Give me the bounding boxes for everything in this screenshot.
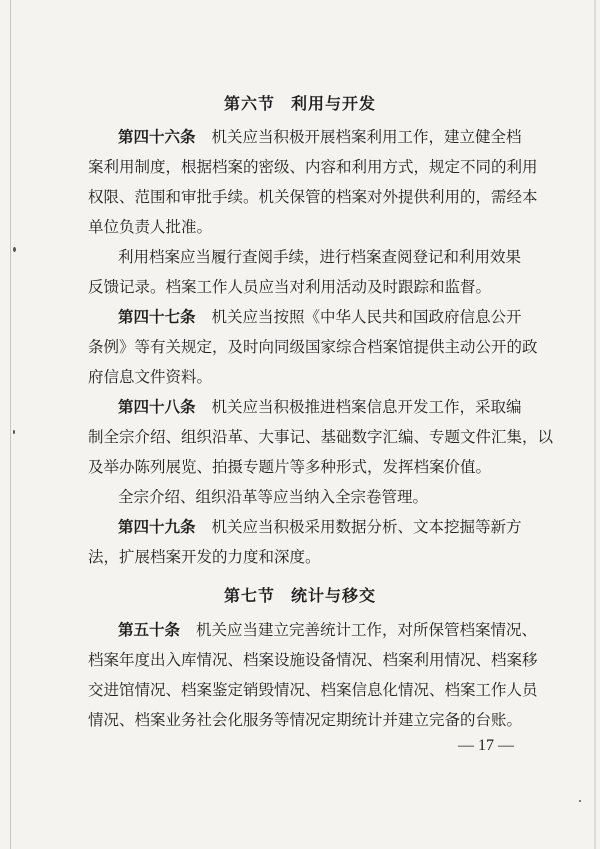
article-46-line-3: 权限、范围和审批手续。机关保管的档案对外提供利用的，需经本 bbox=[88, 188, 538, 206]
scan-edge-right bbox=[594, 0, 596, 849]
article-50-label: 第五十条 bbox=[118, 621, 181, 639]
article-47-label: 第四十七条 bbox=[118, 308, 196, 326]
article-46-line-2: 案利用制度，根据档案的密级、内容和利用方式，规定不同的利用 bbox=[88, 158, 538, 176]
article-48-line-2: 制全宗介绍、组织沿革、大事记、基础数字汇编、专题文件汇集，以 bbox=[88, 428, 554, 446]
article-47-line-1: 机关应当按照《中华人民共和国政府信息公开 bbox=[211, 308, 522, 326]
article-50-line-4: 情况、档案业务社会化服务等情况定期统计并建立完备的台账。 bbox=[88, 711, 523, 729]
section-7-title: 统计与移交 bbox=[291, 586, 377, 605]
article-46-label: 第四十六条 bbox=[118, 128, 196, 146]
scan-speck bbox=[13, 430, 15, 434]
article-50-line-2: 档案年度出入库情况、档案设施设备情况、档案利用情况、档案移 bbox=[88, 651, 538, 669]
article-46-line-4: 单位负责人批准。 bbox=[88, 218, 213, 236]
scan-speck bbox=[13, 247, 16, 252]
article-48-label: 第四十八条 bbox=[118, 398, 196, 416]
article-48-line-1: 机关应当积极推进档案信息开发工作，采取编 bbox=[211, 398, 522, 416]
section-7-heading bbox=[0, 583, 600, 606]
paragraph-fonds-line-1: 全宗介绍、组织沿革等应当纳入全宗卷管理。 bbox=[118, 488, 429, 506]
paragraph-use-line-1: 利用档案应当履行查阅手续，进行档案查阅登记和利用效果 bbox=[118, 248, 522, 266]
scan-speck bbox=[579, 800, 581, 802]
article-50-line-3: 交进馆情况、档案鉴定销毁情况、档案信息化情况、档案工作人员 bbox=[88, 681, 538, 699]
section-6-number: 第六节 bbox=[223, 94, 275, 113]
article-47-line-2: 条例》等有关规定，及时向同级国家综合档案馆提供主动公开的政 bbox=[88, 338, 538, 356]
section-6-title: 利用与开发 bbox=[291, 94, 377, 113]
page-number: — 17 — bbox=[458, 737, 514, 754]
article-50-line-1: 机关应当建立完善统计工作，对所保管档案情况、 bbox=[196, 621, 538, 639]
section-6-heading bbox=[0, 91, 600, 114]
article-46-line-1: 机关应当积极开展档案利用工作，建立健全档 bbox=[211, 128, 522, 146]
scan-edge-left bbox=[10, 0, 11, 849]
article-49-line-1: 机关应当积极采用数据分析、文本挖掘等新方 bbox=[211, 518, 522, 536]
article-48-line-3: 及举办陈列展览、拍摄专题片等多种形式，发挥档案价值。 bbox=[88, 458, 492, 476]
article-47-line-3: 府信息文件资料。 bbox=[88, 368, 213, 386]
article-49-label: 第四十九条 bbox=[118, 518, 196, 536]
section-7-number: 第七节 bbox=[223, 586, 275, 605]
article-49-line-2: 法，扩展档案开发的力度和深度。 bbox=[88, 548, 321, 566]
paragraph-use-line-2: 反馈记录。档案工作人员应当对利用活动及时跟踪和监督。 bbox=[88, 278, 492, 296]
